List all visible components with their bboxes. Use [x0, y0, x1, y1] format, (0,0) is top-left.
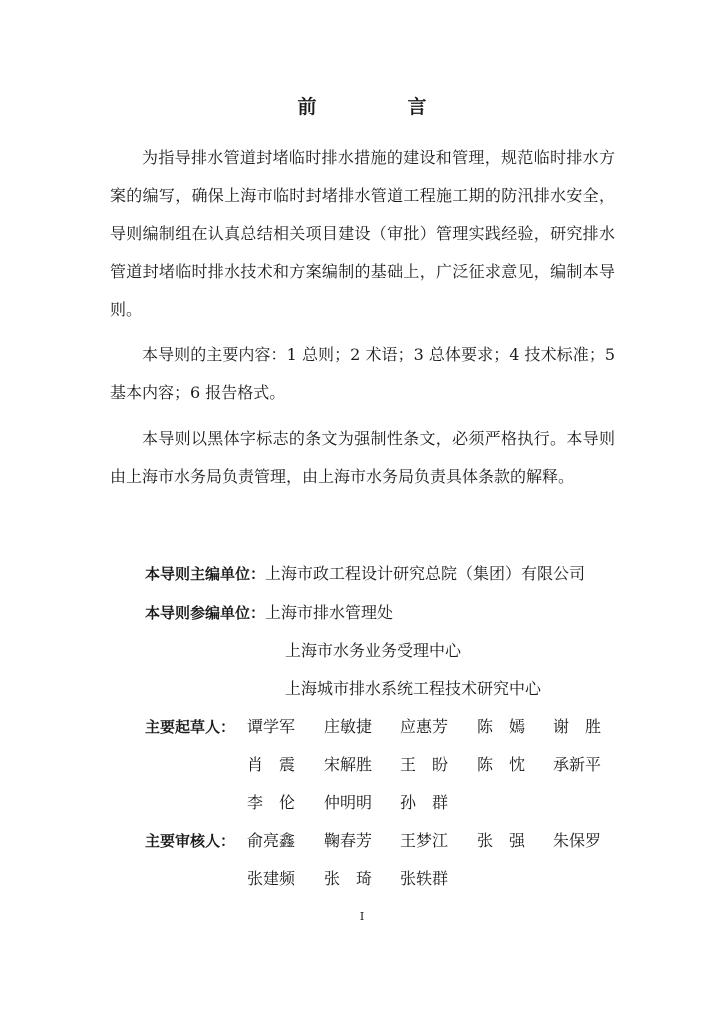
participating-unit-value: 上海城市排水系统工程技术研究中心 [285, 679, 542, 698]
drafter-name: 王 盼 [400, 755, 449, 774]
drafter-name: 陈 忱 [477, 755, 526, 774]
drafter-name: 肖 震 [247, 755, 296, 774]
drafter-name: 承新平 [553, 755, 602, 774]
preface-paragraph-2: 本导则的主要内容：1 总则；2 术语；3 总体要求；4 技术标准；5 基本内容；6 报告格式。 [110, 345, 615, 402]
chief-unit-value: 上海市政工程设计研究总院（集团）有限公司 [265, 564, 586, 583]
drafter-name: 应惠芳 [400, 717, 449, 736]
reviewer-name: 鞠春芳 [324, 831, 373, 850]
drafter-name: 宋解胜 [324, 755, 373, 774]
reviewer-name: 张建频 [247, 869, 296, 888]
reviewer-name: 俞亮鑫 [247, 831, 296, 850]
reviewer-name: 张 强 [477, 831, 526, 850]
drafter-name: 谢 胜 [553, 717, 602, 736]
reviewer-name: 张 琦 [324, 869, 373, 888]
preface-paragraph-1: 为指导排水管道封堵临时排水措施的建设和管理，规范临时排水方案的编写，确保上海市临时封堵排水管道工程施工期的防汛排水安全，导则编制组在认真总结相关项目建设（审批）管理实践经验，研究排水管道封堵临时排水技术和方案编制的基础上，广泛征求意见，编制本导则。 [110, 148, 615, 319]
reviewer-name: 张轶群 [400, 869, 449, 888]
reviewer-name: 王梦江 [400, 831, 449, 850]
participating-unit-label: 本导则参编单位： [145, 604, 266, 622]
page-number: I [359, 910, 365, 923]
drafter-name: 谭学军 [247, 717, 296, 736]
drafter-name: 庄敏捷 [324, 717, 373, 736]
preface-paragraph-3: 本导则以黑体字标志的条文为强制性条文，必须严格执行。本导则由上海市水务局负责管理，由上海市水务局负责具体条款的解释。 [110, 429, 615, 486]
chief-unit-label: 本导则主编单位： [145, 565, 266, 583]
participating-unit-row [145, 603, 393, 623]
chief-unit-row [145, 564, 585, 584]
page-title: 前 言 [297, 96, 463, 118]
drafter-name: 仲明明 [324, 793, 373, 812]
drafter-name: 李 伦 [247, 793, 296, 812]
participating-unit-value: 上海市水务业务受理中心 [285, 641, 462, 660]
drafters-label: 主要起草人： [145, 718, 236, 736]
reviewer-name: 朱保罗 [553, 831, 602, 850]
drafter-name: 陈 嫣 [477, 717, 526, 736]
drafter-name: 孙 群 [400, 793, 449, 812]
reviewers-label: 主要审核人： [145, 832, 236, 850]
participating-unit-value: 上海市排水管理处 [265, 603, 394, 622]
